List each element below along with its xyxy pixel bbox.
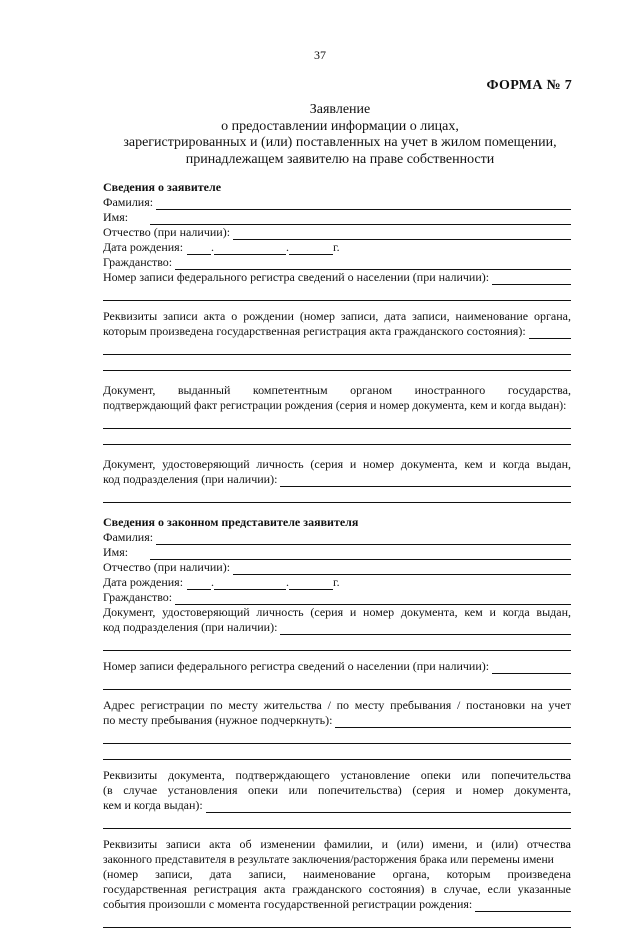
- blank-line[interactable]: [103, 674, 571, 690]
- year-suffix: г.: [333, 575, 340, 589]
- registry-number-label: Номер записи федерального регистра сведений о населении (при наличии):: [103, 270, 490, 284]
- guardianship-text: Реквизиты документа, подтверждающего установление опеки или попечительства: [103, 768, 571, 782]
- birth-year-field[interactable]: [289, 243, 333, 255]
- rep-patronymic-row: [103, 560, 571, 575]
- id-doc-label: код подразделения (при наличии):: [103, 472, 278, 486]
- blank-line[interactable]: [103, 355, 571, 371]
- address-text: Адрес регистрации по месту жительства / по месту пребывания / постановки на учет: [103, 698, 571, 712]
- guardianship-text: (в случае установления опеки или попечительства) (серия и номер документа,: [103, 783, 571, 797]
- name-change-label: события произошли с момента государственной регистрации рождения:: [103, 897, 473, 911]
- blank-line[interactable]: [103, 487, 571, 503]
- address-row: [103, 713, 571, 728]
- rep-birthdate-row: [103, 575, 571, 590]
- registry-number-label: Номер записи федерального регистра сведений о населении (при наличии):: [103, 659, 490, 673]
- rep-citizenship-row: [103, 590, 571, 605]
- blank-line[interactable]: [103, 912, 571, 928]
- rep-id-doc-text: Документ, удостоверяющий личность (серия и номер документа, кем и когда выдан,: [103, 605, 571, 619]
- citizenship-label: Гражданство:: [103, 255, 173, 269]
- rep-surname-row: [103, 530, 571, 545]
- name-label: Имя:: [103, 545, 129, 559]
- page-number: 37: [314, 48, 326, 62]
- registry-number-field[interactable]: [492, 273, 571, 285]
- birth-day-field[interactable]: [187, 578, 211, 590]
- title-line: принадлежащем заявителю на праве собственности: [185, 151, 495, 167]
- guardianship-field[interactable]: [206, 801, 571, 813]
- applicant-patronymic-row: [103, 225, 571, 240]
- citizenship-label: Гражданство:: [103, 590, 173, 604]
- applicant-surname-row: [103, 195, 571, 210]
- birth-record-text: Реквизиты записи акта о рождении (номер записи, дата записи, наименование органа,: [103, 309, 571, 323]
- guardianship-row: [103, 798, 571, 813]
- id-doc-row: [103, 472, 571, 487]
- title-line: Заявление: [309, 102, 371, 117]
- rep-id-doc-row: [103, 620, 571, 635]
- registry-number-field[interactable]: [492, 662, 571, 674]
- applicant-citizenship-row: [103, 255, 571, 270]
- birth-day-field[interactable]: [187, 243, 211, 255]
- foreign-doc-text: Документ, выданный компетентным органом иностранного государства,: [103, 383, 571, 397]
- foreign-doc-text: подтверждающий факт регистрации рождения (серия и номер документа, кем и когда выдан):: [103, 399, 567, 412]
- birth-month-field[interactable]: [214, 578, 286, 590]
- birth-date-label: Дата рождения:: [103, 575, 184, 589]
- name-label: Имя:: [103, 210, 129, 224]
- surname-label: Фамилия:: [103, 195, 154, 209]
- address-field[interactable]: [335, 716, 571, 728]
- applicant-name-row: [103, 210, 571, 225]
- surname-label: Фамилия:: [103, 530, 154, 544]
- birth-date-label: Дата рождения:: [103, 240, 184, 254]
- blank-line[interactable]: [103, 744, 571, 760]
- blank-line[interactable]: [103, 813, 571, 829]
- citizenship-field[interactable]: [175, 258, 571, 270]
- rep-registry-row: [103, 659, 571, 674]
- form-body: [103, 180, 571, 928]
- year-suffix: г.: [333, 240, 340, 254]
- date-separator: .: [286, 240, 290, 254]
- patronymic-field[interactable]: [233, 563, 571, 575]
- blank-line[interactable]: [103, 429, 571, 445]
- blank-line[interactable]: [103, 413, 571, 429]
- representative-heading: Сведения о законном представителе заявителя: [103, 515, 359, 529]
- blank-line[interactable]: [103, 728, 571, 744]
- title-line: о предоставлении информации о лицах,: [221, 118, 459, 134]
- blank-line[interactable]: [103, 635, 571, 651]
- surname-field[interactable]: [156, 533, 571, 545]
- name-field[interactable]: [150, 213, 571, 225]
- birth-record-field[interactable]: [529, 327, 571, 339]
- name-change-row: [103, 897, 571, 912]
- name-change-text: (номер записи, дата записи, наименование органа, которым произведена: [103, 867, 571, 881]
- name-field[interactable]: [150, 548, 571, 560]
- patronymic-field[interactable]: [233, 228, 571, 240]
- birth-record-row: [103, 324, 571, 339]
- patronymic-label: Отчество (при наличии):: [103, 560, 231, 574]
- birth-month-field[interactable]: [214, 243, 286, 255]
- name-change-field[interactable]: [475, 900, 571, 912]
- birth-year-field[interactable]: [289, 578, 333, 590]
- guardianship-label: кем и когда выдан):: [103, 798, 203, 812]
- id-doc-field[interactable]: [280, 475, 571, 487]
- id-doc-label: код подразделения (при наличии):: [103, 620, 278, 634]
- name-change-text: государственная регистрация акта гражданского состояния) в случае, если указанные: [103, 882, 571, 896]
- id-doc-field[interactable]: [280, 623, 571, 635]
- citizenship-field[interactable]: [175, 593, 571, 605]
- patronymic-label: Отчество (при наличии):: [103, 225, 231, 239]
- blank-line[interactable]: [103, 285, 571, 301]
- name-change-text: Реквизиты записи акта об изменении фамилии, и (или) имени, и (или) отчества: [103, 837, 571, 851]
- form-label: ФОРМА № 7: [486, 78, 572, 93]
- blank-line[interactable]: [103, 339, 571, 355]
- name-change-text: законного представителя в результате заключения/расторжения брака или перемены имени: [103, 853, 554, 866]
- date-separator: .: [286, 575, 290, 589]
- rep-name-row: [103, 545, 571, 560]
- applicant-heading: Сведения о заявителе: [103, 180, 222, 194]
- surname-field[interactable]: [156, 198, 571, 210]
- id-doc-text: Документ, удостоверяющий личность (серия и номер документа, кем и когда выдан,: [103, 457, 571, 471]
- document-title: [100, 102, 580, 168]
- date-separator: .: [211, 575, 215, 589]
- birth-record-label: которым произведена государственная регистрация акта гражданского состояния):: [103, 324, 526, 338]
- applicant-registry-row: [103, 270, 571, 285]
- title-line: зарегистрированных и (или) поставленных на учет в жилом помещении,: [123, 135, 557, 150]
- date-separator: .: [211, 240, 215, 254]
- applicant-birthdate-row: [103, 240, 571, 255]
- address-label: по месту пребывания (нужное подчеркнуть):: [103, 713, 333, 727]
